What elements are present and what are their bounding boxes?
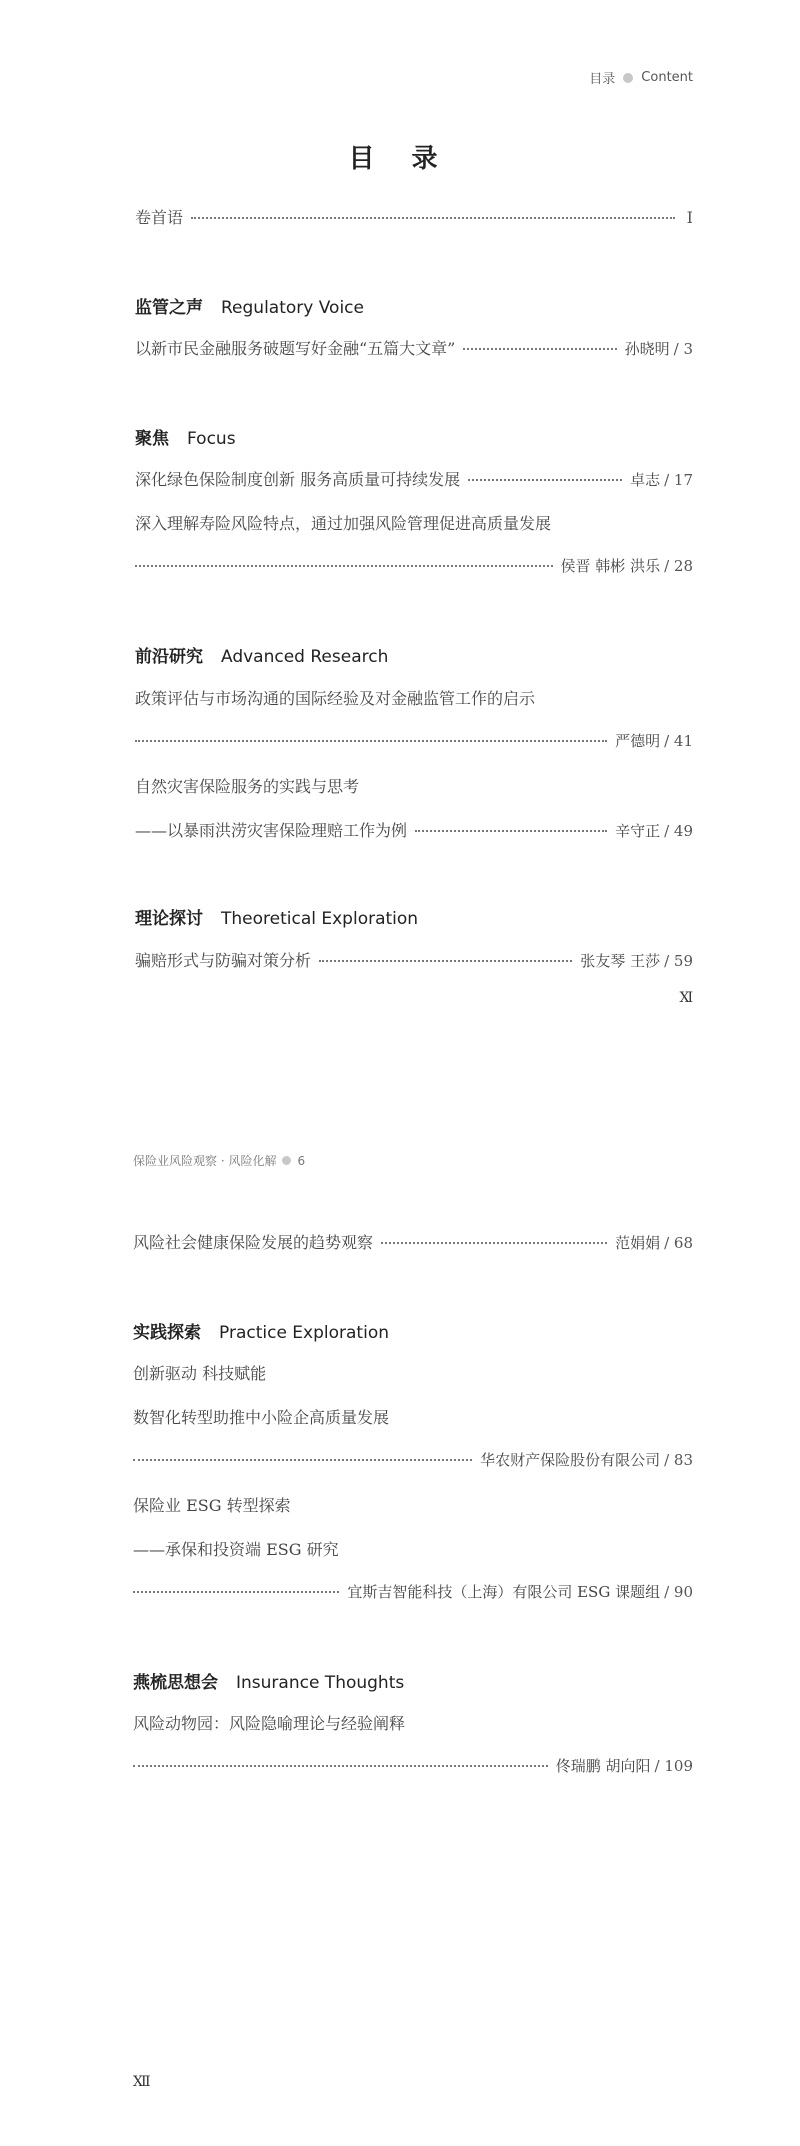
entry-author: 张友琴 王莎 [580, 952, 661, 970]
entry-page: / 59 [664, 952, 693, 970]
dot-leader [133, 1591, 339, 1593]
section-heading-regulatory: 监管之声 Regulatory Voice [135, 298, 364, 318]
toc-entry[interactable] [135, 948, 693, 971]
running-head [133, 1152, 305, 1169]
toc-entry[interactable] [133, 1449, 693, 1470]
entry-subtitle: ——以暴雨洪涝灾害保险理赔工作为例 [135, 821, 408, 840]
dot-leader [415, 830, 607, 832]
entry-page: / 90 [664, 1583, 693, 1601]
entry-author: 侯晋 韩彬 洪乐 [560, 557, 661, 575]
page-folio: Ⅺ [679, 990, 693, 1006]
toc-entry[interactable] [133, 1581, 693, 1602]
running-head-cn: 目录 [589, 72, 616, 87]
entry-page: / 28 [664, 557, 693, 575]
entry-page: / 83 [664, 1451, 693, 1469]
page-folio: Ⅻ [133, 2074, 151, 2090]
section-heading-theoretical: 理论探讨 Theoretical Exploration [135, 909, 419, 929]
section-heading-practice: 实践探索 Practice Exploration [133, 1323, 389, 1343]
entry-title[interactable]: 政策评估与市场沟通的国际经验及对金融监管工作的启示 [135, 689, 536, 708]
section-heading-insurance-thoughts: 燕梳思想会 Insurance Thoughts [133, 1673, 405, 1693]
entry-author: 范娟娟 [615, 1234, 661, 1252]
bullet-dot-icon [623, 73, 633, 83]
dot-leader [468, 479, 622, 481]
dot-leader [135, 740, 607, 742]
section-heading-advanced-research: 前沿研究 Advanced Research [135, 647, 389, 667]
entry-subtitle[interactable]: ——承保和投资端 ESG 研究 [133, 1540, 339, 1559]
dot-leader [135, 565, 553, 567]
toc-entry[interactable] [135, 467, 693, 490]
entry-page: / 41 [664, 732, 693, 750]
toc-entry-preface[interactable] [135, 205, 693, 228]
entry-title[interactable]: 保险业 ESG 转型探索 [133, 1496, 291, 1515]
dot-leader [319, 960, 572, 962]
entry-page: / 68 [664, 1234, 693, 1252]
entry-page: / 109 [654, 1757, 693, 1775]
running-head [589, 68, 693, 87]
toc-entry[interactable] [135, 555, 693, 576]
entry-page: / 49 [664, 822, 693, 840]
entry-title[interactable]: 自然灾害保险服务的实践与思考 [135, 777, 360, 796]
toc-entry[interactable] [135, 730, 693, 751]
entry-title: 卷首语 [135, 208, 184, 227]
entry-page: Ⅰ [686, 208, 693, 227]
entry-title: 深化绿色保险制度创新 服务高质量可持续发展 [135, 470, 461, 489]
entry-page: / 3 [673, 340, 693, 358]
section-heading-focus: 聚焦 Focus [135, 429, 236, 449]
running-head-title: 保险业风险观察 · 风险化解 [133, 1154, 277, 1168]
entry-author: 佟瑞鹏 胡向阳 [555, 1757, 651, 1775]
toc-entry[interactable] [133, 1230, 693, 1253]
dot-leader [133, 1765, 548, 1767]
entry-title: 以新市民金融服务破题写好金融“五篇大文章” [135, 339, 456, 358]
dot-leader [191, 217, 675, 219]
entry-author: 辛守正 [615, 822, 661, 840]
running-head-en: Content [641, 70, 693, 85]
dot-leader [381, 1242, 607, 1244]
dot-leader [133, 1459, 472, 1461]
entry-author: 严德明 [615, 732, 661, 750]
entry-title: 骗赔形式与防骗对策分析 [135, 951, 312, 970]
entry-author: 宜斯吉智能科技（上海）有限公司 ESG 课题组 [347, 1583, 661, 1601]
entry-page: / 17 [664, 471, 693, 489]
entry-title[interactable]: 数智化转型助推中小险企高质量发展 [133, 1408, 390, 1427]
entry-author: 卓志 [630, 471, 661, 489]
entry-author: 孙晓明 [624, 340, 670, 358]
toc-entry[interactable] [133, 1755, 693, 1776]
page-title: 目 录 [348, 144, 452, 174]
bullet-dot-icon [282, 1156, 291, 1165]
toc-entry[interactable] [135, 818, 693, 841]
entry-title[interactable]: 创新驱动 科技赋能 [133, 1364, 267, 1383]
dot-leader [463, 348, 616, 350]
entry-title[interactable]: 风险动物园：风险隐喻理论与经验阐释 [133, 1714, 406, 1733]
entry-author: 华农财产保险股份有限公司 [480, 1451, 661, 1469]
toc-entry[interactable] [135, 336, 693, 359]
running-head-number: 6 [297, 1153, 306, 1168]
entry-title: 风险社会健康保险发展的趋势观察 [133, 1233, 374, 1252]
entry-title[interactable]: 深入理解寿险风险特点，通过加强风险管理促进高质量发展 [135, 514, 552, 533]
